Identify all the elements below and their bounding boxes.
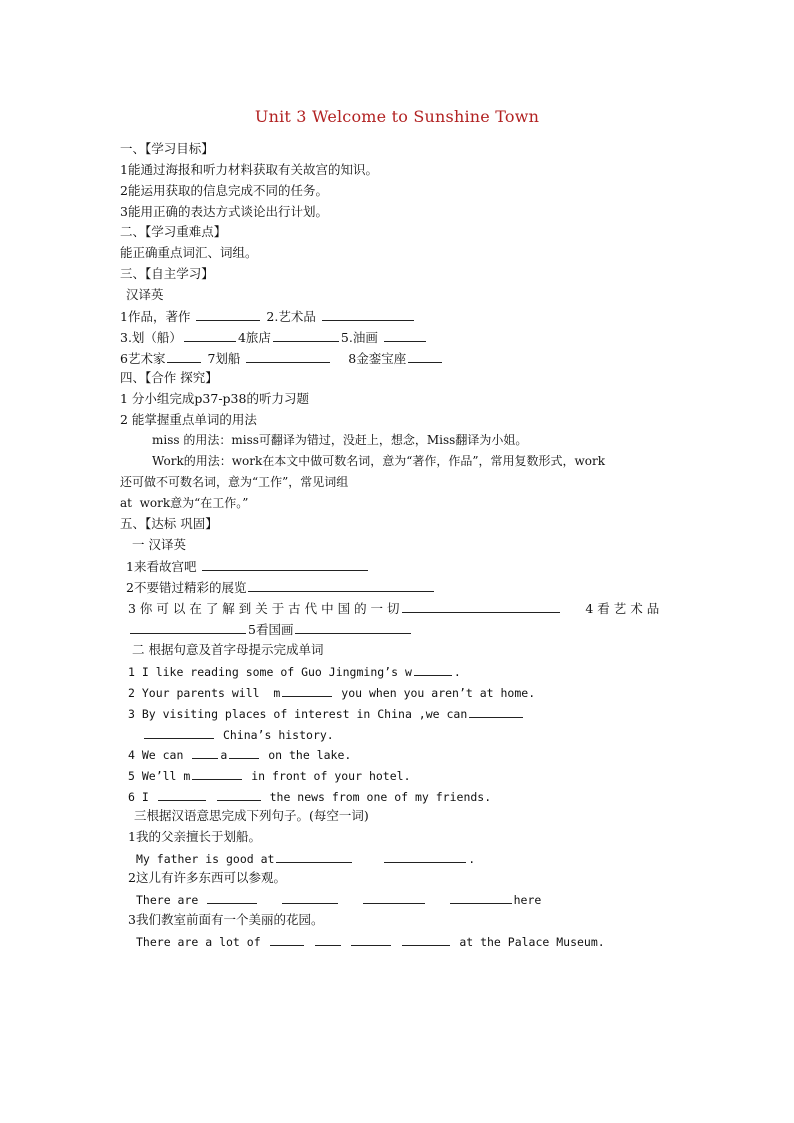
exercise-prompt: in front of your hotel. xyxy=(251,769,411,783)
exercise-prompt: 2 Your parents will m xyxy=(128,686,281,700)
answer-blank[interactable] xyxy=(167,350,201,363)
answer-blank[interactable] xyxy=(402,600,560,613)
answer-blank[interactable] xyxy=(248,579,434,592)
vocab-item: 7划船 xyxy=(207,351,241,366)
exercise-item xyxy=(128,705,525,722)
usage-note-phrase: at work意为“在工作。” xyxy=(120,496,249,510)
answer-blank[interactable] xyxy=(322,308,414,321)
vocab-row xyxy=(120,308,416,325)
exercise-prompt: . xyxy=(468,852,476,866)
answer-blank[interactable] xyxy=(295,621,411,634)
answer-blank[interactable] xyxy=(384,850,466,863)
usage-note-miss: miss 的用法：miss可翻译为错过，没赶上，想念，Miss翻译为小姐。 xyxy=(152,433,528,447)
section-heading-consolidate: 五、【达标 巩固】 xyxy=(120,516,218,531)
vocab-item: 4旅店 xyxy=(237,330,271,345)
exercise-item xyxy=(136,850,475,867)
exercise-prompt: 4 We can xyxy=(128,748,184,762)
answer-blank[interactable] xyxy=(402,933,450,946)
answer-blank[interactable] xyxy=(246,350,330,363)
answer-blank[interactable] xyxy=(276,850,352,863)
exercise-prompt: on the lake. xyxy=(268,748,352,762)
vocab-item: 3.划（船） xyxy=(120,330,182,345)
exercise-item xyxy=(128,663,461,680)
exercise-prompt: . xyxy=(453,665,461,679)
exercise-prompt: 3 By visiting places of interest in China ,we can xyxy=(128,707,468,721)
answer-blank[interactable] xyxy=(217,788,261,801)
answer-blank[interactable] xyxy=(270,933,304,946)
exercise-prompt: at the Palace Museum. xyxy=(459,935,605,949)
answer-blank[interactable] xyxy=(450,891,512,904)
exercise-prompt: 6 I xyxy=(128,790,149,804)
usage-note-work: Work的用法：work在本文中做可数名词，意为“著作，作品”，常用复数形式，work xyxy=(152,454,606,468)
answer-blank[interactable] xyxy=(130,621,246,634)
exercise-item xyxy=(128,767,411,784)
key-points-text: 能正确重点词汇、词组。 xyxy=(120,245,258,260)
exercise-prompt: here xyxy=(513,893,542,907)
exercise-item xyxy=(136,891,541,908)
exercise-prompt: My father is good at xyxy=(136,852,275,866)
answer-blank[interactable] xyxy=(229,746,259,759)
explore-line: 1 分小组完成p37-p38的听力习题 xyxy=(120,391,309,406)
exercise-chinese: 2这儿有许多东西可以参观。 xyxy=(128,870,286,885)
vocab-row xyxy=(120,329,428,346)
section-heading-explore: 四、【合作 探究】 xyxy=(120,370,218,385)
page-title: Unit 3 Welcome to Sunshine Town xyxy=(254,107,540,126)
exercise-item xyxy=(126,558,370,575)
answer-blank[interactable] xyxy=(282,684,332,697)
exercise-prompt: 1来看故宫吧 xyxy=(126,559,197,574)
goal-item: 2能运用获取的信息完成不同的任务。 xyxy=(120,183,328,198)
vocab-row xyxy=(120,350,444,367)
subheading-translate: 汉译英 xyxy=(126,287,164,302)
answer-blank[interactable] xyxy=(273,329,339,342)
exercise-chinese: 3我们教室前面有一个美丽的花园。 xyxy=(128,912,324,927)
part-heading: 三根据汉语意思完成下列句子。(每空一词) xyxy=(134,808,369,823)
answer-blank[interactable] xyxy=(351,933,391,946)
exercise-item xyxy=(128,600,659,617)
section-heading-goals: 一、【学习目标】 xyxy=(120,141,214,156)
exercise-prompt: 2不要错过精彩的展览 xyxy=(126,580,247,595)
part-heading: 一 汉译英 xyxy=(132,537,186,552)
answer-blank[interactable] xyxy=(144,726,214,739)
answer-blank[interactable] xyxy=(414,663,452,676)
part-heading: 二 根据句意及首字母提示完成单词 xyxy=(132,642,324,657)
explore-line: 2 能掌握重点单词的用法 xyxy=(120,412,257,427)
exercise-prompt: 1 I like reading some of Guo Jingming’s w xyxy=(128,665,412,679)
exercise-item xyxy=(136,933,605,950)
exercise-prompt: There are xyxy=(136,893,199,907)
exercise-prompt: you when you aren’t at home. xyxy=(341,686,536,700)
exercise-prompt: 5 We’ll m xyxy=(128,769,191,783)
answer-blank[interactable] xyxy=(202,558,368,571)
answer-blank[interactable] xyxy=(384,329,426,342)
exercise-prompt: a xyxy=(220,748,228,762)
answer-blank[interactable] xyxy=(282,891,338,904)
answer-blank[interactable] xyxy=(184,329,236,342)
answer-blank[interactable] xyxy=(408,350,442,363)
answer-blank[interactable] xyxy=(363,891,425,904)
exercise-item xyxy=(142,726,334,743)
answer-blank[interactable] xyxy=(158,788,206,801)
exercise-chinese: 1我的父亲擅长于划船。 xyxy=(128,829,261,844)
exercise-prompt: There are a lot of xyxy=(136,935,261,949)
exercise-prompt: the news from one of my friends. xyxy=(269,790,492,804)
section-heading-self-study: 三、【自主学习】 xyxy=(120,266,214,281)
answer-blank[interactable] xyxy=(315,933,341,946)
exercise-prompt: China’s history. xyxy=(222,728,334,742)
exercise-item xyxy=(126,579,436,596)
usage-note-work-cont: 还可做不可数名词，意为“工作”，常见词组 xyxy=(120,475,349,489)
vocab-item: 8金銮宝座 xyxy=(348,351,407,366)
answer-blank[interactable] xyxy=(469,705,523,718)
vocab-item: 5.油画 xyxy=(340,330,378,345)
exercise-item xyxy=(128,684,535,701)
goal-item: 3能用正确的表达方式谈论出行计划。 xyxy=(120,204,328,219)
exercise-prompt: 4 看 艺 术 品 xyxy=(585,601,660,616)
exercise-item xyxy=(128,746,351,763)
vocab-item: 1作品，著作 xyxy=(120,309,191,324)
exercise-prompt: 5看国画 xyxy=(248,622,294,637)
goal-item: 1能通过海报和听力材料获取有关故宫的知识。 xyxy=(120,162,378,177)
exercise-item xyxy=(128,621,413,638)
section-heading-key-points: 二、【学习重难点】 xyxy=(120,224,227,239)
vocab-item: 6艺术家 xyxy=(120,351,166,366)
answer-blank[interactable] xyxy=(192,746,218,759)
answer-blank[interactable] xyxy=(196,308,260,321)
vocab-item: 2.艺术品 xyxy=(266,309,316,324)
answer-blank[interactable] xyxy=(192,767,242,780)
exercise-item xyxy=(128,788,491,805)
answer-blank[interactable] xyxy=(207,891,257,904)
exercise-prompt: 3 你 可 以 在 了 解 到 关 于 古 代 中 国 的 一 切 xyxy=(128,601,400,616)
